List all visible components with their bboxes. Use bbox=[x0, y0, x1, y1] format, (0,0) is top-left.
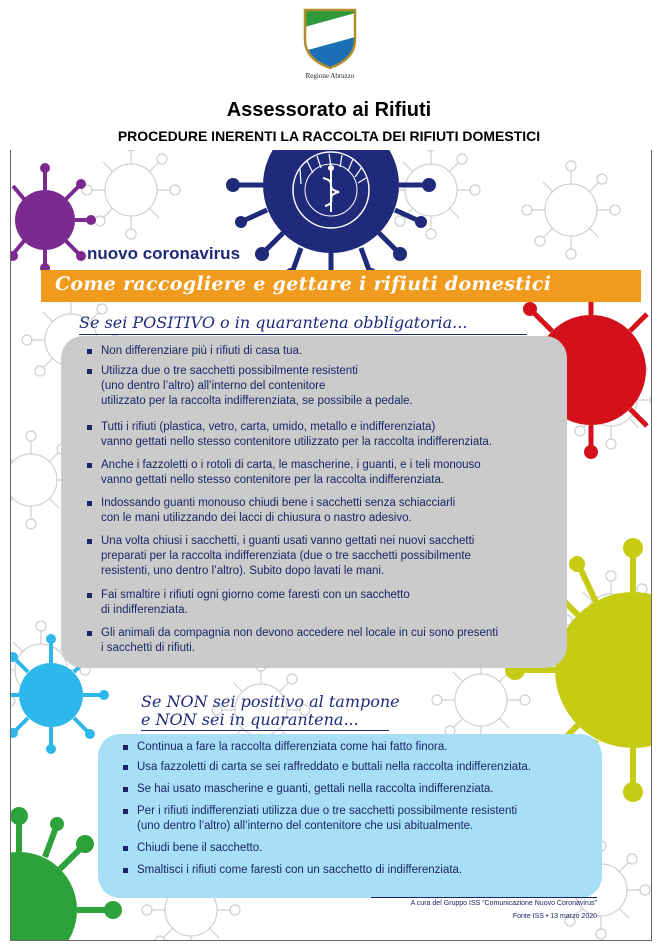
list-item: Una volta chiusi i sacchetti, i guanti usati vanno gettati nei nuovi sacchetti preparati per la raccolta indifferenziata (due o tre sacchetti possibilmente resistenti, uno dentro l’altro). Subito dopo lavati le mani. bbox=[87, 534, 571, 579]
poster-banner bbox=[41, 270, 641, 302]
list-item: Fai smaltire i rifiuti ogni giorno come faresti con un sacchetto di indifferenziata. bbox=[87, 588, 571, 618]
list-item: Smaltisci i rifiuti come faresti con un sacchetto di indifferenziata. bbox=[123, 863, 607, 878]
list-item: Non differenziare più i rifiuti di casa tua. bbox=[87, 344, 571, 359]
list-item: Per i rifiuti indifferenziati utilizza due o tre sacchetti possibilmente resistenti (uno dentro l’altro) all’interno del contenitore che usi abitualmente. bbox=[123, 804, 607, 834]
iss-poster bbox=[10, 150, 652, 941]
source-line: Fonte ISS • 13 marzo 2020 bbox=[512, 913, 597, 920]
list-item: Utilizza due o tre sacchetti possibilmente resistenti (uno dentro l’altro) all’interno del contenitore utilizzato per la raccolta indifferenziata, se possibile a pedale. bbox=[87, 364, 571, 409]
purple-virus-graphic bbox=[11, 163, 96, 273]
regione-abruzzo-logo bbox=[296, 6, 364, 80]
list-item: Anche i fazzoletti o i rotoli di carta, le mascherine, i guanti, e i teli monouso vanno gettati nello stesso contenitore per la raccolta indifferenziata. bbox=[87, 458, 571, 488]
list-item: Gli animali da compagnia non devono accedere nel locale in cui sono presenti i sacchetti di rifiuti. bbox=[87, 626, 571, 656]
list-item: Indossando guanti monouso chiudi bene i sacchetti senza schiacciarli con le mani utilizzando dei lacci di chiusura o nastro adesivo. bbox=[87, 496, 571, 526]
poster-credit bbox=[371, 897, 597, 920]
list-item: Usa fazzoletti di carta se sei raffreddato e buttali nella raccolta indifferenziata. bbox=[123, 760, 607, 775]
poster-kicker: nuovo coronavirus bbox=[87, 244, 241, 263]
section-positive-underline bbox=[79, 334, 527, 335]
logo-caption: Regione Abruzzo bbox=[305, 72, 355, 80]
regione-abruzzo-shield-icon bbox=[301, 6, 359, 70]
page-subtitle: PROCEDURE INERENTI LA RACCOLTA DEI RIFIUTI DOMESTICI bbox=[117, 128, 541, 144]
section-negative-underline bbox=[141, 730, 389, 731]
section-positive-heading: Se sei POSITIVO o in quarantena obbligatoria... bbox=[79, 313, 468, 332]
list-item: Tutti i rifiuti (plastica, vetro, carta, umido, metallo e indifferenziata) vanno gettati nello stesso contenitore utilizzato per la raccolta indifferenziata. bbox=[87, 420, 571, 450]
section-negative-heading: Se NON sei positivo al tampone e NON sei in quarantena... bbox=[141, 692, 400, 729]
list-item: Continua a fare la raccolta differenziata come hai fatto finora. bbox=[123, 740, 607, 755]
banner-text: Come raccogliere e gettare i rifiuti domestici bbox=[55, 273, 552, 295]
page-title: Assessorato ai Rifiuti bbox=[226, 99, 432, 121]
list-item: Chiudi bene il sacchetto. bbox=[123, 841, 607, 856]
list-item: Se hai usato mascherine e guanti, gettali nella raccolta indifferenziata. bbox=[123, 782, 607, 797]
page-header bbox=[0, 0, 658, 150]
credit-line: A cura del Gruppo ISS “Comunicazione Nuovo Coronavirus” bbox=[410, 900, 597, 907]
